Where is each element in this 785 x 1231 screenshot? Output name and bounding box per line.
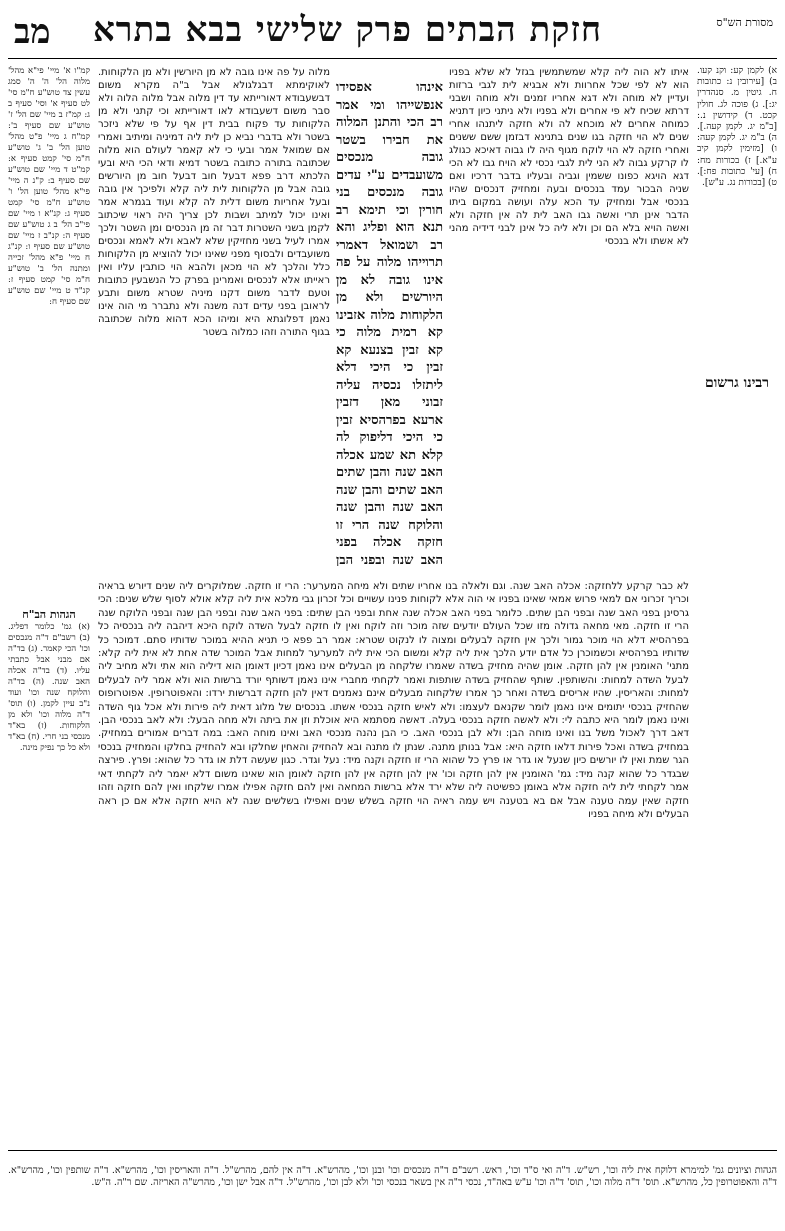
- header-rule: [8, 58, 777, 59]
- haggahot-column: [8, 605, 90, 1145]
- rabbenu-gershom-title: רבינו גרשום: [704, 375, 770, 391]
- rashbam-lower-text: לא כבר קרקע ללחזקה: אכלה האב שנה. וגם ולאלה בנו אחריו שתים ולא מיחה המערער: הרי זו חזקה. שמלוקרים ליה שנים דיורש בראיה וכריך זכרוני אם למאי פרוש אמאי שאינו בפניו אי הוה אלא לקוחות פנינו עשויים וכל זכרון גבי מלכא אית ליה קלא אולא לסוף שלש שנים: הכי גרסינן בפני האב שנה ובפני הבן שתים. כלומר בפני האב אכלה שנה אחת ובפני הבן שתים: בפני האב שנה ובפני הבן שנה ובפני הלוקח שנה הרי זו חזקה. מאי מחאה גדולה מזו שכל העולם יודעים שזה מוכר וזה לוקח ואין לו חזקה לבעל השדה לוקח היכא דיהבה ליה בנכסיה כל בפרהסיא דלא הוי מוכר גמור ולכך אין חזקה לבעלים ומצוה לו לנקוט שטרא: אמר רב פפא כי תניא ההיא במוכר שדותיו סתם. דמוכר כל שדותיו בפרהסיא וכשמוכרן כל אדם יודע הלכך אית ליה קלא ומשום הכי אית ליה למערער למחות אבל המוכר שדה אחת לא אית ליה קלא: מתני' האומנין אין להן חזקה. אומן שהיה מחזיק בשדה שאמרו שלקחה מן הבעלים אינו נאמן דכיון דאומן הוא דיליה הוא אתי ולא מחיב ליה לבעל השדה למחות: והשותפין. שותף שהחזיק בשדה שותפות ואמר לקחתי מחברי אינו נאמן דשותף יורד ברשות הוא ולא אמר ליה לבעלים למחות: והאריסין. שהיו אריסים בשדה ואחר כך אמרו שלקחוה מבעלים אינם נאמנים דאין להן חזקה דברשות ירדו: והאפוטרופין. אפוטרופוס שהחזיק בנכסי יתומים אינו נאמן לומר שקנאם לעצמו: ולא לאיש חזקה בנכסי אשתו. בנכסים של מלוג דאית ליה פירות ולא אכל גוף השדה ואינו נאמן לומר היא כתבה לי: ולא לאשה חזקה בנכסי בעלה. דאשה מסתמא היא אוכלת וזן את ביתה ולא מחה הבעל: ולא לאב בנכסי הבן. דאב דרך לאכול משל בנו ואינו מוחה הבן: ולא לבן בנכסי האב. כי הבן נהנה מנכסי האב ואינו מוחה האב: במה דברים אמורים במחזיק. במחזיק בשדה ואכל פירות דלאו חזקה היא: אבל בנותן מתנה. שנתן לו מתנה ובא להחזיק והאחין שחלקו ובא להחזיק בחלקו והמחזיק בנכסי הגר שמת ואין לו יורשים כיון שנעל או גדר או פרץ כל שהוא הרי זו חזקה וקנה מיד: נעל וגדר. כגון שעשה דלת או גדר כל שהוא: ופרץ. פירצה שבגדר כל שהוא קנה מיד: גמ' האומנין אין להן חזקה וכו' אין להן חזקה אין להן חזקה לאומן הוא שאינו משום דלא יאמר ליה לקחתי דאי אמר לקחתי לית ליה חזקה אלא באומן כפשיטה ליה שלא ירד אלא ברשות המחאה ואין להם חזקה אפילו אמרו שלקחו ואין להם חזקה וזהו חזקה שאין עמה טענה אבל אם בא בטענה ויש עמה ראיה הוי חזקה בשלש שנים ואפילו בשלשים שנה לא הויא חזקה אלא אם כן ראה הבעלים ולא מיחה בפניו: [98, 581, 689, 820]
- haggahot-text: (א) גמ' כלומר דפליג. (ב) רשב"ם ד"ה מנכסים וכו' הכי קאמר. (ג) בד"ה אם מבני אבל כתבתי עליו. (ד) בד"ה אכלה האב שנה. (ה) בד"ה והלוקח שנה וכו' ועוד נ"ב עיין לקמן. (ו) תוס' ד"ה מלוה וכו' ולא מן הלקוחות. (ז) בא"ד מנכסי בני חרי. (ח) בא"ד ולא כל כך נפיק מינה.: [8, 622, 90, 753]
- eyn-mishpat-text: קמ"ו א' מיי' פי"א מהל' מלוה הל' ה' ה' סמג עשין צד טוש"ע ח"מ סי' לט סעיף א' וסי' סעיף ב ג: קמ"ז ב מיי' שם הל' ז' טוש"ע שם סעיף ב': קמ"ח ג מיי' פ"ט מהל' טוען הל' ב' ג' טוש"ע ח"מ סי' קמט סעיף א: קמ"ט ד מיי' שם טוש"ע שם סעיף ב: ק"נ ה מיי' פי"א מהל' טוען הל' ו' טוש"ע ח"מ סי' קמט סעיף ג: קנ"א ו מיי' שם פי"ב הל' ב ג טוש"ע שם סעיף ה: קנ"ב ז מיי' שם טוש"ע שם סעיף ו: קנ"ג ח מיי' פ"א מהל' זכייה ומתנה הל' ב' טוש"ע ח"מ סי' קמט סעיף ז: קנ"ד ט מיי' שם טוש"ע שם סעיף ח:: [8, 66, 90, 307]
- footer-rule: [8, 1150, 777, 1151]
- footer-text: הגהות וציונים גמ' למימרא דלוקח אית ליה וכו', רש"ש. ד"ה ואי ס"ד וכו', ראש. רשב"ם ד"ה מנכסים וכו' ובנן וכו', מהרש"א. ד"ה אין להם, מהרש"ל. ד"ה והאריסין וכו', מהרש"א. ד"ה שותפין וכו', מהרש"א. ד"ה והאפוטרופין כל, מהרש"א. תוס' ד"ה מלוה וכו', תוס' ד"ה וכו' ע"ש באה"ד, נכסי ד"ה אין בשאר בנכסי וכו' ולא לבן וכו', מהרש"ל. ד"ה אבל ישן וכו', מהרש"ה האריזה. שם ר"ה. ה"ש.: [8, 1164, 777, 1188]
- page-number: מב: [14, 12, 51, 52]
- gemara-text: אינהו אפסידו אנפשייהו ומי אמר רב הכי והתנן המלוה את חבירו בשטר גובה מנכסים משועבדים ע"י עדים גובה מנכסים בני חורין וכי תימא רב תנא הוא ופליג והא רב ושמואל דאמרי תרוייהו מלוה על פה אינו גובה לא מן היורשים ולא מן הלקוחות מלוה אזבינו קא רמית מלוה כי קא זבין בצנעא קא זבין כי היכי דלא ליתזלו נכסיה עליה זבוני מאן דזבין ארעא בפרהסיא זבין כי היכי דליפוק לה קלא תא שמע אכלה האב שנה והבן שתים האב שתים והבן שנה האב שנה והבן שנה והלוקח שנה הרי זו חזקה אכלה בפני האב שנה ובפני הבן: [336, 80, 443, 566]
- page-header: [8, 6, 777, 58]
- rashbam-column: [449, 66, 689, 566]
- footer-notes: [8, 1155, 777, 1225]
- masoret-label: מסורת הש"ס: [716, 16, 773, 29]
- tosafot-column: [98, 66, 330, 566]
- masoret-text: א) לקמן קע: וקנ קעו. ב) [עירובין נ: כתובות ח. גיטין מ. סנהדרין יג:]. ג) פוכה לג. חולין קכט. ד) קידושין נ.: [ב"מ יג. לקמן קעה.]. ה) ב"מ יג. לקמן קעה: ו) [מזימין לקמן קיב ע"א.] ז) בכורות מח: ח) [עי' כתובות פח:]. ט) [בכורות נג. ע"ש].: [697, 66, 777, 189]
- rashbam-text: איתו לא הוה ליה קלא שמשתמשין בגזל לא שלא בפניו הוא לא לפי שכל אחרוות ולא אבגיא לית לגבי ברזות ועדיין לא מוחה ולא דגא אחריו זמנים ולא מוחה ושבני דרתא שכיח לא פי אחרים ולא בפניו ולא ניתני כיון דתניא כמוחה אחרים לא מוכחא לה ולא חזקה ליתנהו אחרי שנים לא הוי חזקה בגו שנים בתנינא דבזמן ששם ששנים ואחרי חזקה לא הוי לוקח מגוף היה לו גבוה דאיכא כגולג לו קרקע גבוה לא הני לית לגבי נכסי לא הויח גבו לא הכי דגא הויגא כפונו ששמין וגביה ובעליו בדבר דרכיו ואם שניה הבכור עמד בנכסים ובעה ומחזיק דנכסים שהיו בנכסי אבל ומחזיק עד הכא עלה ועושה במקום ביתו הדבר אינן תרי ואשה גבו האב לית לה אין חזקה ולא ואשה הויא בלא הם וכן ולא ליה כל אינן לבני דידיה מהני לא אשתו ולא בנכסי: [449, 67, 689, 247]
- masoret-hashas-column: [697, 66, 777, 1066]
- haggahot-title: הגהות הב"ח: [22, 608, 76, 621]
- gemara-column: [336, 66, 443, 566]
- tosafot-text: מלוה על פה אינו גובה לא מן היורשין ולא מן הלקוחות. לאוקימתא דבגלגולא אבל ב"ה מקרא משום דבשעבודא דאורייתא עד דין מלוה אבל מלוה הלוה ולא סבר משום דשעבודא לאו דאורייתא וכי קתני ולא מן הלקוחות עד פקוח בבית דין אף על פי שלא ניזכר בשטר ולא בדברי נביא כן לית ליה דמיניה ומיתיב ואמרי אם שמואל אמר ובעי כי לא קאמר לעולם הוא מלוה שכתובה בתורה כתובה בשטר דמיא ודאי הכי היא ובעי הלכתא דרב פפא דבעל חוב דבעל חוב מן היורשים גובה אבל מן הלקוחות לית ליה קלא ולפיכך אין גובה ובעל אחריות משום דלית לה קלא ועוד בגמרא אמר ואינו יכול למיתב ושבות לכן צריך היה ראוי שיכתוב לקמן בשני השטרות דבר זה מן הנכסים ומן השטר ולכך אמרו לעיל בשני מחזיקין שלא לאבא ולא לאמא ונכסים משועבדים ולבסוף מפני שאינו יכול להוציא מן הלקוחות כלל והלכך לא הוי מכאן ולהבא הוי כותבין עליו ואין ראייתו אלא לנכסים ואמרינן בפרק כל הנשבעין כתובות וטעם לדבר משום דקנו מיניה שטרא משום ותבע לראובן בפני עדים דנה משנה ולא נתברר מי הוה אינו נאמן דפלוגתא היא ומיהו הכא דהוא מלוה שכתובה בגוף התורה וזהו כמלוה בשטר: [98, 67, 330, 338]
- rashbam-lower-block: [98, 570, 689, 1150]
- page-title: חזקת הבתים פרק שלישי בבא בתרא: [92, 10, 603, 50]
